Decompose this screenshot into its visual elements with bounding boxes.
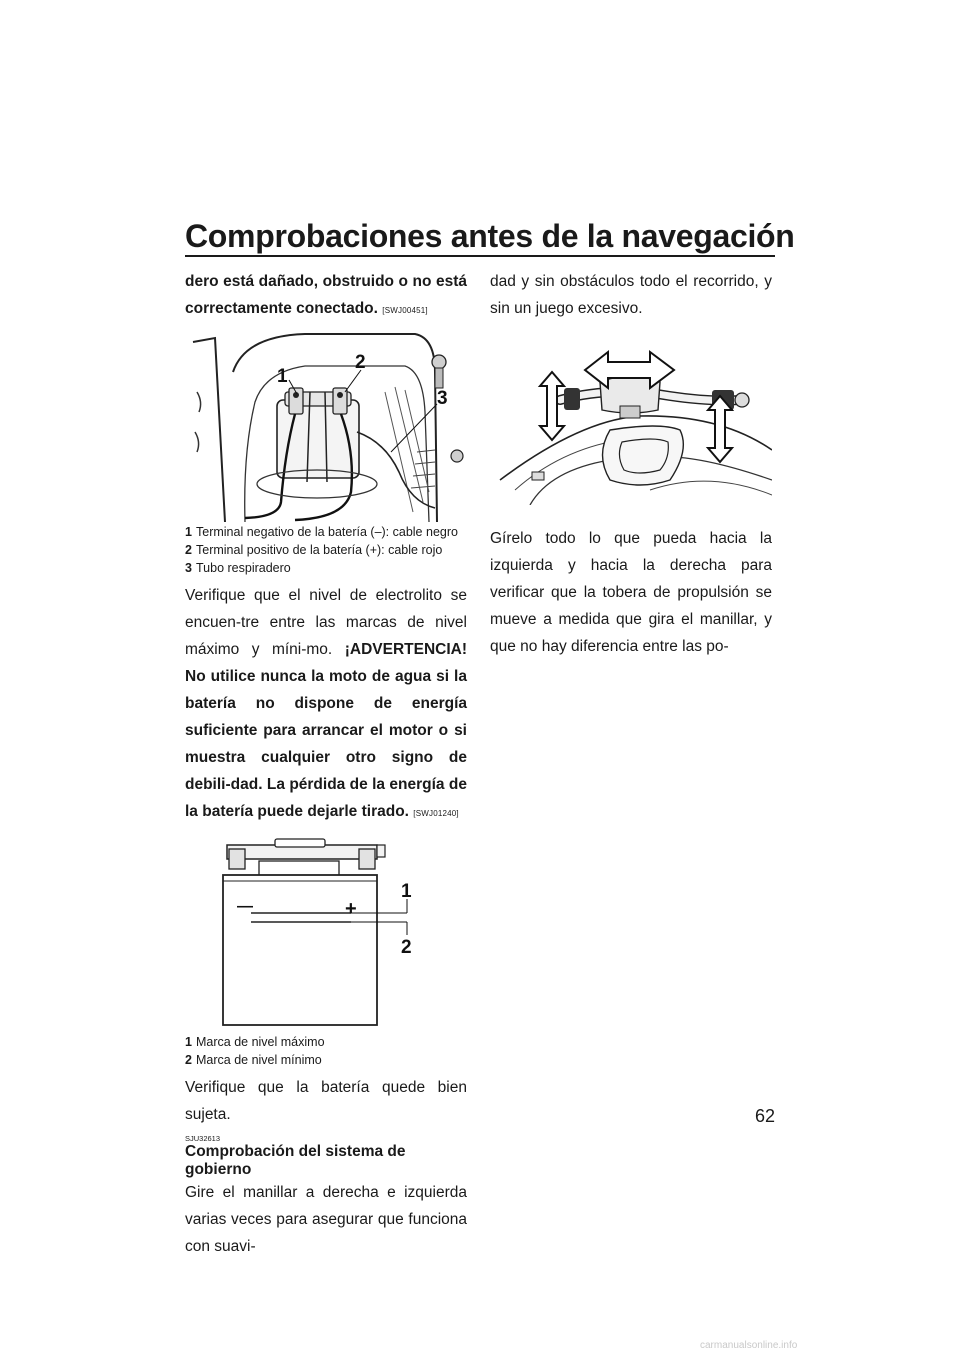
- left-column: [185, 268, 467, 1260]
- legend-num: 2: [185, 1053, 192, 1067]
- legend-text: Terminal negativo de la batería (–): cable negro: [196, 525, 458, 539]
- fig1-legend: [185, 524, 467, 576]
- legend-item: [185, 560, 467, 576]
- legend-text: Tubo respiradero: [196, 561, 291, 575]
- legend-num: 1: [185, 525, 192, 539]
- steering-continued-paragraph: dad y sin obstáculos todo el recorrido, y sin un juego excesivo.: [490, 273, 772, 317]
- battery-level-figure: [185, 835, 467, 1030]
- intro-warning-text: dero está dañado, obstruido o no está correctamente conectado.: [185, 273, 467, 317]
- right-column: [490, 268, 772, 660]
- legend-item: [185, 1034, 467, 1050]
- electrolyte-text: Verifique que el nivel de electrolito se encuen-tre entre las marcas de nivel máximo y míni-mo.: [185, 587, 467, 658]
- fig1-callout-3: 3: [437, 388, 448, 409]
- fig1-callout-1: 1: [277, 366, 288, 387]
- legend-num: 1: [185, 1035, 192, 1049]
- section-code: SJU32613: [185, 1134, 221, 1143]
- intro-warning-code: [SWJ00451]: [382, 306, 428, 315]
- legend-text: Marca de nivel mínimo: [196, 1053, 322, 1067]
- header-rule: [185, 255, 775, 257]
- battery-secure-paragraph: Verifique que la batería quede bien sujeta.: [185, 1079, 467, 1123]
- steering-paragraph: Gire el manillar a derecha e izquierda varias veces para asegurar que funciona con suavi-: [185, 1184, 467, 1255]
- fig2-minus-sign: —: [237, 898, 253, 915]
- handlebar-figure: [490, 330, 772, 505]
- legend-num: 3: [185, 561, 192, 575]
- electrolyte-paragraph: [185, 582, 467, 827]
- intro-paragraph: [185, 268, 467, 324]
- fig2-callout-2: 2: [401, 937, 412, 958]
- legend-num: 2: [185, 543, 192, 557]
- legend-item: [185, 542, 467, 558]
- legend-text: Marca de nivel máximo: [196, 1035, 325, 1049]
- page-title: Comprobaciones antes de la navegación: [185, 218, 795, 254]
- fig2-legend: [185, 1034, 467, 1068]
- fig1-callout-2: 2: [355, 352, 366, 373]
- page-number: 62: [754, 1106, 775, 1126]
- warning-text: ¡ADVERTENCIA! No utilice nunca la moto de agua si la batería no dispone de energía suficiente para arrancar el motor o si muestra cualquier otro signo de debili-dad. La pérdida de la energía de la batería puede dejarle tirado.: [185, 641, 468, 820]
- fig2-callout-1: 1: [401, 881, 412, 902]
- legend-item: [185, 1052, 467, 1068]
- battery-compartment-figure: [185, 332, 467, 522]
- nozzle-paragraph: Gírelo todo lo que pueda hacia la izquierda y hacia la derecha para verificar que la tobera de propulsión se mueve a medida que gira el manillar, y que no hay diferencia entre las po-: [490, 530, 772, 655]
- fig2-plus-sign: +: [345, 898, 357, 920]
- footer-watermark: carmanualsonline.info: [700, 1340, 798, 1351]
- legend-text: Terminal positivo de la batería (+): cable rojo: [196, 543, 443, 557]
- legend-item: [185, 524, 467, 540]
- warning-code: [SWJ01240]: [413, 809, 459, 818]
- section-title: Comprobación del sistema de gobierno: [185, 1143, 406, 1178]
